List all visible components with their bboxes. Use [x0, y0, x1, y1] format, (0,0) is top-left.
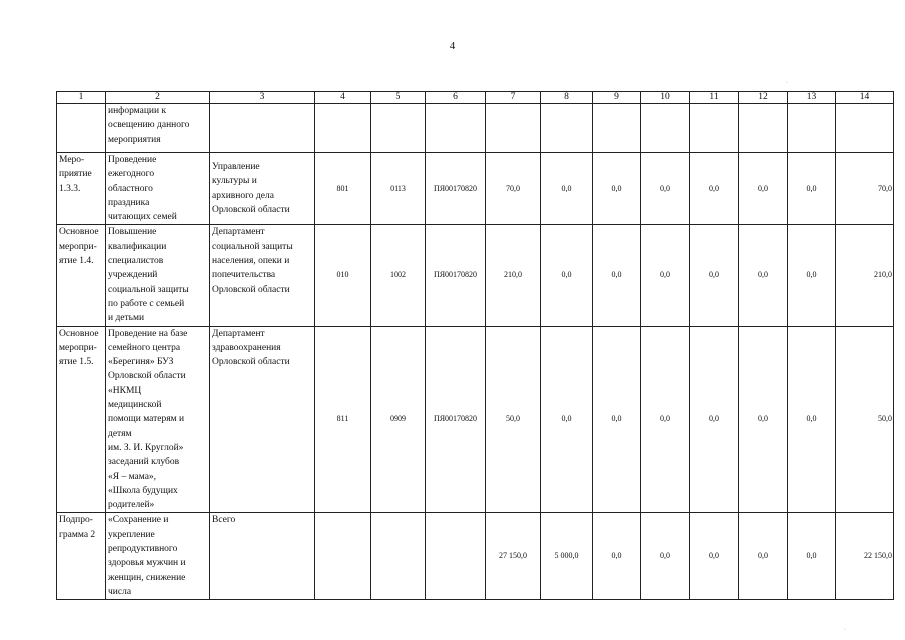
column-header: 14	[836, 92, 894, 104]
executor-cell-line: Управление	[212, 162, 260, 173]
value-cell: 0,0	[788, 153, 836, 225]
value-cell: 0,0	[690, 225, 739, 326]
column-header: 5	[371, 92, 426, 104]
activity-code-cell-line: Основное	[59, 227, 99, 238]
activity-name-cell-line: женщин, снижение	[108, 572, 186, 583]
activity-name-cell	[106, 225, 210, 326]
column-header: 3	[210, 92, 315, 104]
executor-cell-line: Орловской области	[212, 357, 290, 368]
table-row	[57, 225, 894, 326]
executor-cell	[210, 153, 315, 225]
value-cell	[315, 513, 371, 600]
activity-name-cell-line: по работе с семьей	[108, 298, 185, 309]
value-cell: 70,0	[836, 153, 894, 225]
activity-name-cell-line: праздника	[108, 197, 150, 208]
activity-code-cell	[57, 225, 106, 326]
value-cell: 0,0	[739, 326, 788, 513]
value-cell: ПЯ00170820	[426, 153, 486, 225]
activity-code-cell-line: меропри-	[59, 342, 97, 353]
value-cell: 210,0	[836, 225, 894, 326]
activity-name-cell-line: репродуктивного	[108, 544, 178, 555]
value-cell: 801	[315, 153, 371, 225]
table-row	[57, 104, 894, 153]
executor-cell-line: культуры и	[212, 176, 257, 187]
activity-code-cell-line: приятие	[59, 169, 92, 180]
value-cell: 0,0	[593, 225, 641, 326]
activity-name-cell-line: освещению данного	[108, 120, 190, 131]
column-header: 6	[426, 92, 486, 104]
value-cell: ПЯ00170820	[426, 326, 486, 513]
value-cell	[426, 513, 486, 600]
column-header: 1	[57, 92, 106, 104]
value-cell: 0,0	[541, 326, 593, 513]
value-cell: 27 150,0	[486, 513, 541, 600]
scan-mark: ·	[844, 627, 846, 633]
executor-cell	[210, 225, 315, 326]
activity-name-cell-line: «Берегиня» БУЗ	[108, 357, 174, 368]
value-cell: 0,0	[690, 513, 739, 600]
activity-name-cell	[106, 513, 210, 600]
value-cell: 811	[315, 326, 371, 513]
activity-name-cell-line: здоровья мужчин и	[108, 558, 186, 569]
value-cell	[739, 104, 788, 153]
value-cell: 0909	[371, 326, 426, 513]
activity-code-cell-line: Меро-	[59, 155, 85, 165]
value-cell: 0,0	[593, 513, 641, 600]
value-cell	[836, 104, 894, 153]
activity-code-cell-line: 1.3.3.	[59, 183, 81, 194]
executor-cell-line: Орловской области	[212, 284, 290, 295]
activity-name-cell-line: родителей»	[108, 500, 155, 511]
executor-cell-line: Департамент	[212, 328, 265, 339]
value-cell: 0,0	[739, 225, 788, 326]
executor-cell-line: Орловской области	[212, 205, 290, 216]
executor-cell-line: Департамент	[212, 227, 265, 238]
activity-name-cell-line: и детьми	[108, 313, 145, 324]
value-cell: 0,0	[641, 326, 690, 513]
activity-name-cell-line: медицинской	[108, 400, 162, 411]
column-header: 11	[690, 92, 739, 104]
scan-mark: ·	[786, 80, 788, 86]
activity-code-cell	[57, 104, 106, 153]
value-cell: 210,0	[486, 225, 541, 326]
activity-name-cell	[106, 326, 210, 513]
value-cell: 0,0	[593, 153, 641, 225]
activity-name-cell-line: детям	[108, 428, 132, 439]
activity-name-cell-line: мероприятия	[108, 134, 161, 145]
column-header: 12	[739, 92, 788, 104]
activity-code-cell-line: ятие 1.4.	[59, 256, 94, 267]
value-cell: 50,0	[486, 326, 541, 513]
activity-code-cell-line: Подпро-	[59, 515, 93, 526]
activity-name-cell-line: помощи матерям и	[108, 414, 185, 425]
value-cell: 50,0	[836, 326, 894, 513]
activity-code-cell-line: грамма 2	[59, 529, 96, 540]
value-cell: 0,0	[541, 153, 593, 225]
column-header: 4	[315, 92, 371, 104]
executor-cell-line: попечительства	[212, 270, 276, 281]
executor-cell-line: Всего	[212, 515, 236, 526]
value-cell: 0,0	[690, 153, 739, 225]
activity-name-cell-line: ежегодного	[108, 169, 155, 180]
value-cell: 0,0	[788, 513, 836, 600]
activity-name-cell-line: социальной защиты	[108, 284, 189, 295]
executor-cell	[210, 104, 315, 153]
value-cell: 0,0	[641, 225, 690, 326]
value-cell	[593, 104, 641, 153]
value-cell	[486, 104, 541, 153]
column-header: 7	[486, 92, 541, 104]
activity-name-cell-line: Орловской области	[108, 371, 186, 382]
executor-cell-line: социальной защиты	[212, 241, 293, 252]
activity-code-cell	[57, 513, 106, 600]
value-cell	[371, 104, 426, 153]
value-cell: 0,0	[788, 326, 836, 513]
executor-cell-line: здравоохранения	[212, 342, 281, 353]
activity-name-cell-line: им. З. И. Круглой»	[108, 442, 184, 453]
value-cell: 0,0	[641, 513, 690, 600]
value-cell: 010	[315, 225, 371, 326]
value-cell	[315, 104, 371, 153]
table-row	[57, 326, 894, 513]
table-row	[57, 513, 894, 600]
value-cell: 0113	[371, 153, 426, 225]
executor-cell-line: архивного дела	[212, 190, 274, 201]
value-cell: 22 150,0	[836, 513, 894, 600]
activity-name-cell-line: читающих семей	[108, 212, 177, 223]
column-header: 2	[106, 92, 210, 104]
executor-cell	[210, 326, 315, 513]
activity-name-cell-line: «Сохранение и	[108, 515, 169, 526]
value-cell: 1002	[371, 225, 426, 326]
header-row	[57, 92, 894, 104]
value-cell: 0,0	[541, 225, 593, 326]
value-cell: 0,0	[690, 326, 739, 513]
activity-code-cell	[57, 326, 106, 513]
activity-name-cell-line: Повышение	[108, 227, 157, 238]
value-cell	[371, 513, 426, 600]
budget-table	[56, 91, 894, 600]
activity-name-cell-line: областного	[108, 183, 153, 194]
value-cell: 0,0	[593, 326, 641, 513]
activity-code-cell-line: ятие 1.5.	[59, 357, 94, 368]
value-cell	[690, 104, 739, 153]
page-number: 4	[449, 40, 456, 52]
activity-name-cell-line: Проведение	[108, 155, 157, 165]
value-cell	[788, 104, 836, 153]
value-cell: 0,0	[739, 153, 788, 225]
value-cell	[426, 104, 486, 153]
activity-name-cell-line: заседаний клубов	[108, 457, 180, 468]
activity-name-cell-line: специалистов	[108, 256, 164, 267]
activity-name-cell-line: числа	[108, 586, 132, 597]
value-cell: 0,0	[641, 153, 690, 225]
activity-name-cell-line: укрепление	[108, 529, 155, 540]
value-cell: 70,0	[486, 153, 541, 225]
activity-name-cell-line: информации к	[108, 106, 167, 116]
value-cell	[641, 104, 690, 153]
value-cell: 0,0	[739, 513, 788, 600]
value-cell: 0,0	[788, 225, 836, 326]
column-header: 10	[641, 92, 690, 104]
value-cell: 5 000,0	[541, 513, 593, 600]
value-cell: ПЯ00170820	[426, 225, 486, 326]
value-cell	[541, 104, 593, 153]
activity-code-cell-line: Основное	[59, 328, 99, 339]
activity-code-cell-line: меропри-	[59, 241, 97, 252]
executor-cell-line: населения, опеки и	[212, 256, 290, 267]
activity-name-cell-line: Проведение на базе	[108, 328, 188, 339]
activity-name-cell	[106, 104, 210, 153]
activity-name-cell-line: учреждений	[108, 270, 158, 281]
activity-code-cell	[57, 153, 106, 225]
activity-name-cell-line: квалификации	[108, 241, 167, 252]
activity-name-cell-line: семейного центра	[108, 342, 181, 353]
scan-mark: ·	[886, 597, 888, 603]
column-header: 8	[541, 92, 593, 104]
activity-name-cell-line: «НКМЦ	[108, 385, 142, 396]
activity-name-cell	[106, 153, 210, 225]
table-row	[57, 153, 894, 225]
activity-name-cell-line: «Я – мама»,	[108, 471, 157, 482]
column-header: 13	[788, 92, 836, 104]
executor-cell	[210, 513, 315, 600]
activity-name-cell-line: «Школа будущих	[108, 485, 178, 496]
column-header: 9	[593, 92, 641, 104]
